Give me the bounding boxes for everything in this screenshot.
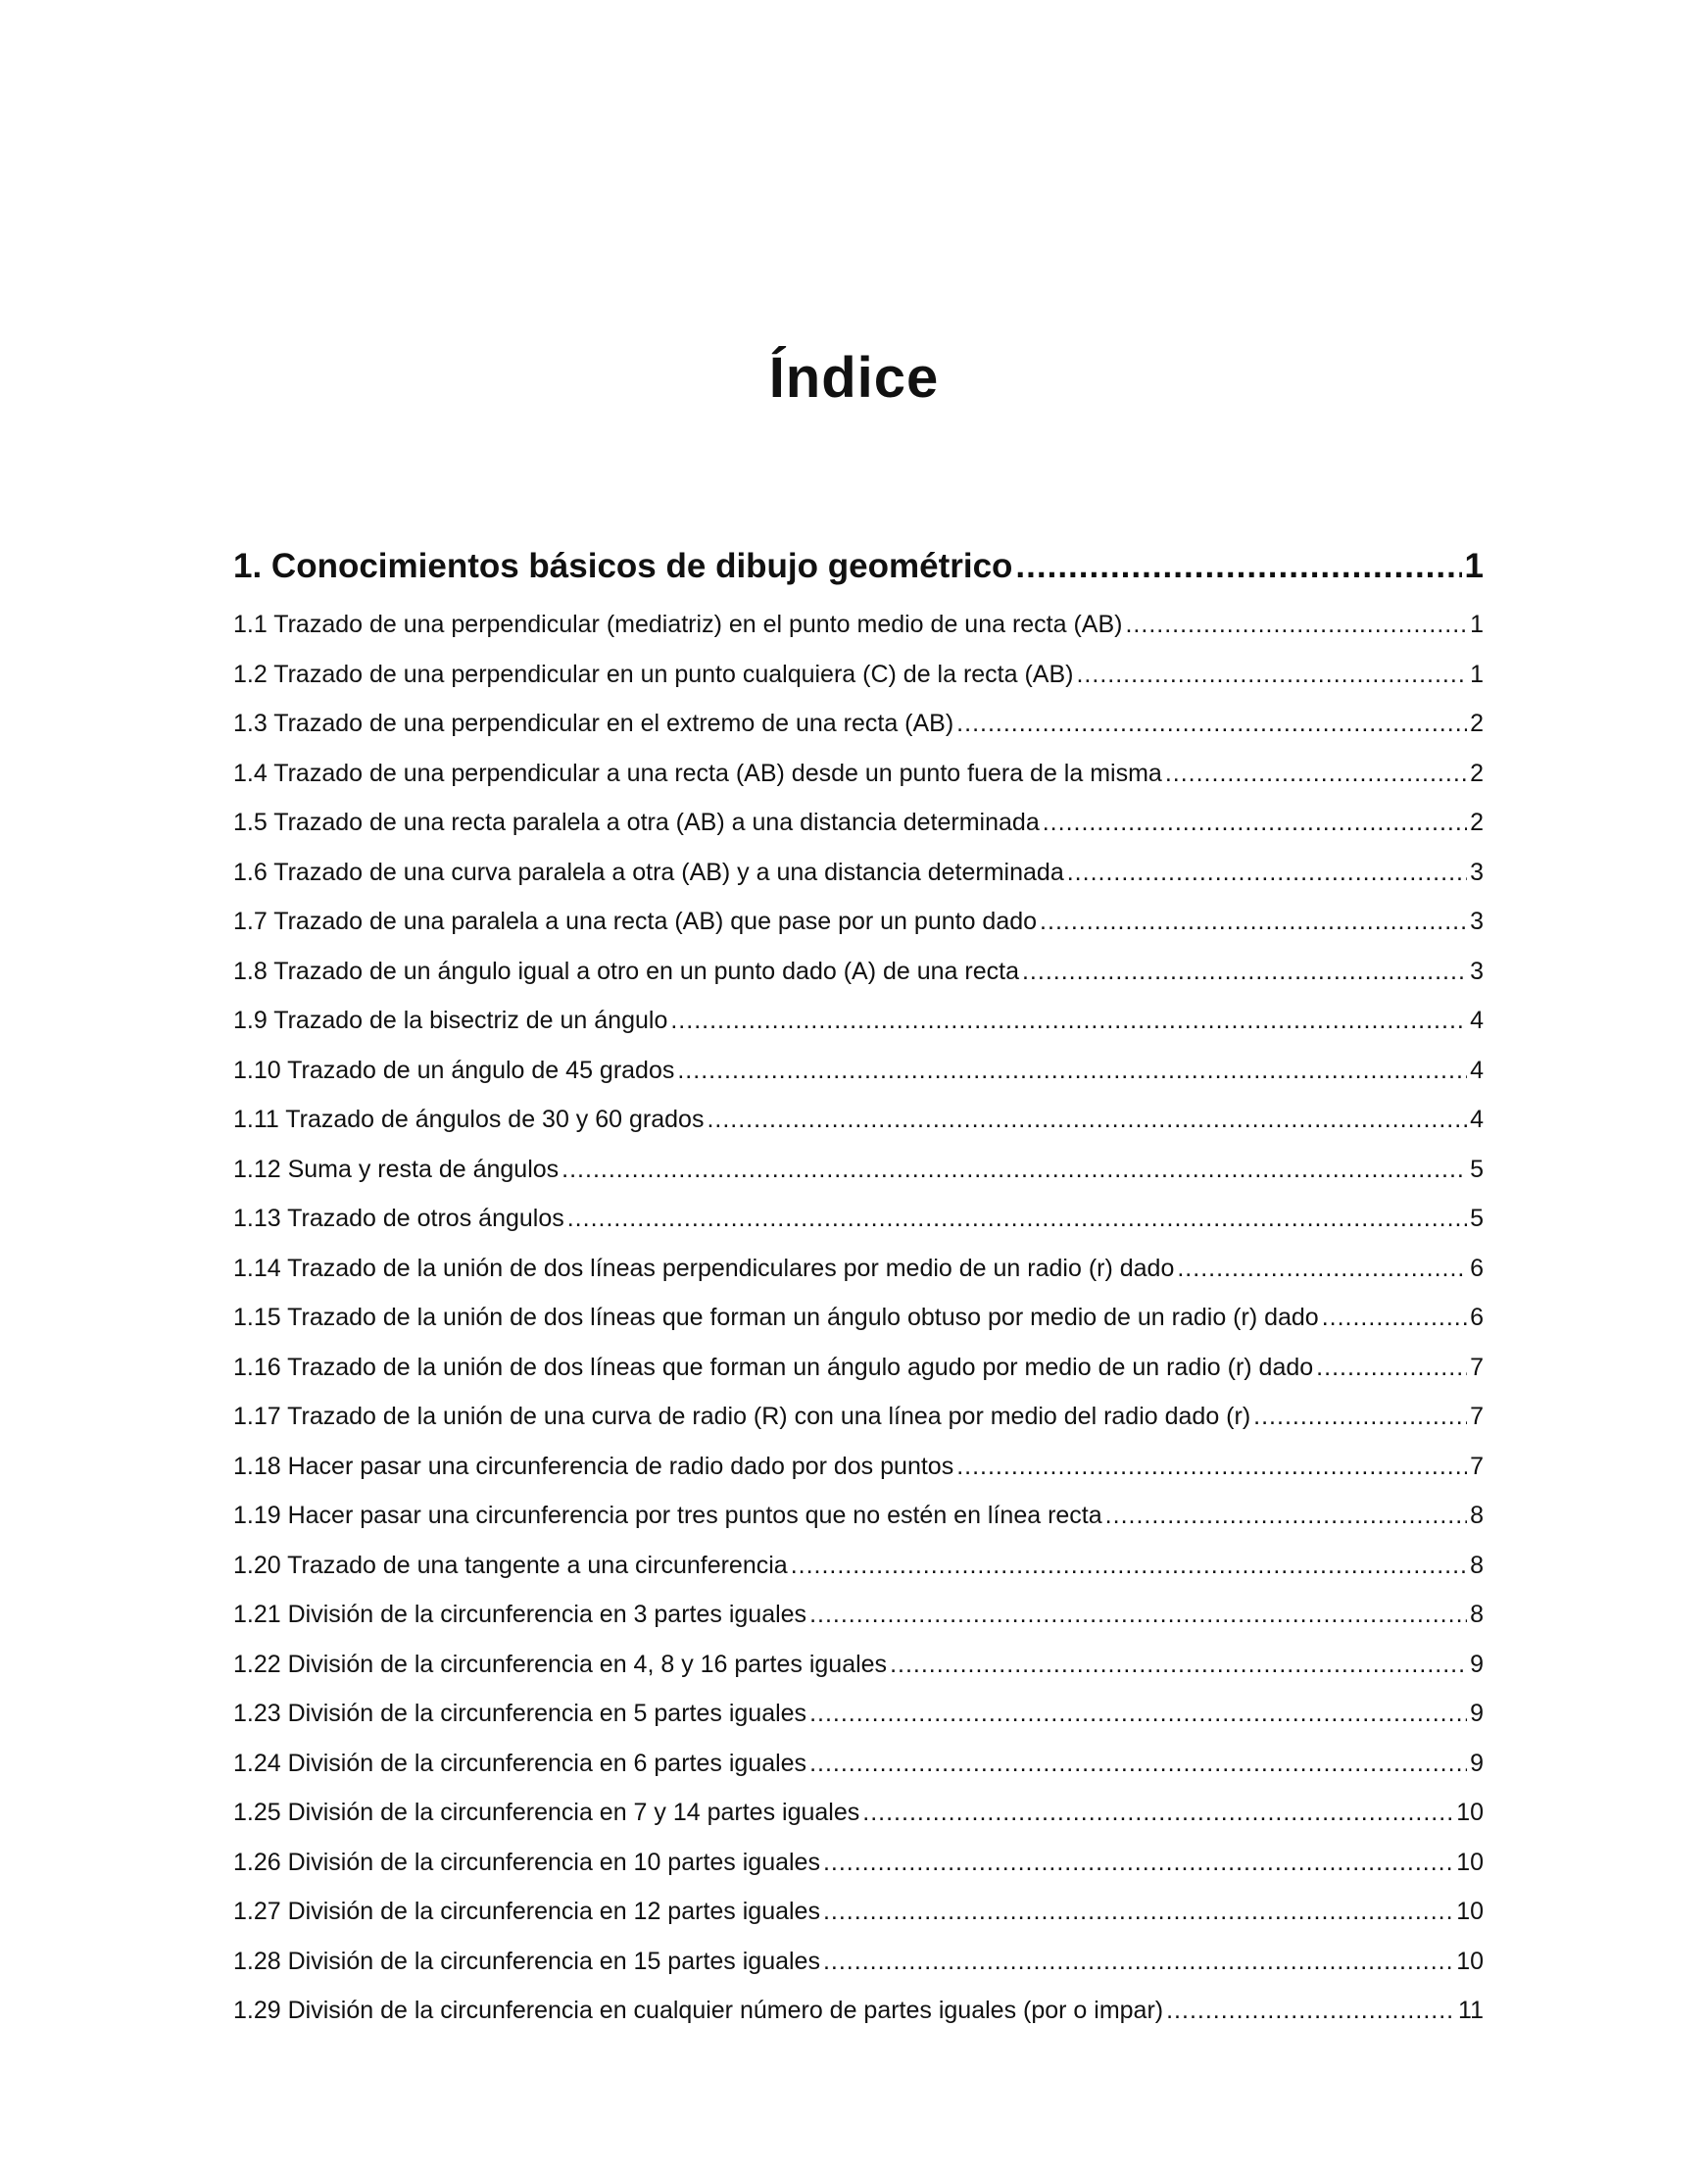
toc-entry-label: 1.22 División de la circunferencia en 4, 8 y 16 partes iguales — [233, 1650, 888, 1678]
toc-entry[interactable] — [233, 1145, 1484, 1195]
toc-dot-leader — [823, 1937, 1453, 1987]
toc-dot-leader — [1067, 848, 1467, 898]
toc-entry[interactable] — [233, 1788, 1484, 1838]
toc-entry-label: 1.25 División de la circunferencia en 7 y 14 partes iguales — [233, 1799, 860, 1826]
toc-entry-label: 1.5 Trazado de una recta paralela a otra (AB) a una distancia determinada — [233, 809, 1040, 836]
toc-entry[interactable] — [233, 1887, 1484, 1937]
toc-entry-page-number: 10 — [1456, 1947, 1484, 1975]
toc-entry-label: 1.4 Trazado de una perpendicular a una recta (AB) desde un punto fuera de la misma — [233, 759, 1162, 787]
toc-entry-page-number: 7 — [1470, 1452, 1484, 1480]
toc-entry-label: 1.2 Trazado de una perpendicular en un punto cualquiera (C) de la recta (AB) — [233, 660, 1074, 688]
toc-entry-page-number: 8 — [1470, 1601, 1484, 1628]
toc-entry-page-number: 9 — [1470, 1650, 1484, 1678]
toc-entry-label: 1.14 Trazado de la unión de dos líneas perpendiculares por medio de un radio (r) dado — [233, 1254, 1175, 1282]
toc-chapter-label: 1. Conocimientos básicos de dibujo geométrico — [233, 547, 1013, 585]
toc-entry-label: 1.17 Trazado de la unión de una curva de radio (R) con una línea por medio del radio dado (r) — [233, 1403, 1251, 1430]
toc-entry-page-number: 9 — [1470, 1700, 1484, 1727]
toc-entry-page-number: 2 — [1470, 710, 1484, 737]
toc-entry-page-number: 6 — [1470, 1254, 1484, 1282]
toc-entry-page-number: 8 — [1470, 1551, 1484, 1579]
toc-entry-label: 1.29 División de la circunferencia en cualquier número de partes iguales (por o impar) — [233, 1997, 1164, 2024]
toc-entry-label: 1.28 División de la circunferencia en 15 partes iguales — [233, 1947, 820, 1975]
toc-entry-page-number: 3 — [1470, 858, 1484, 886]
toc-entry[interactable] — [233, 1343, 1484, 1393]
toc-dot-leader — [1043, 798, 1467, 848]
toc-entry-label: 1.10 Trazado de un ángulo de 45 grados — [233, 1056, 675, 1084]
toc-entry[interactable] — [233, 749, 1484, 799]
toc-entry-page-number: 11 — [1458, 1997, 1484, 2024]
toc-dot-leader — [1165, 749, 1467, 799]
toc-entry[interactable] — [233, 1194, 1484, 1244]
toc-entry-page-number: 9 — [1470, 1749, 1484, 1777]
toc-dot-leader — [956, 699, 1467, 749]
toc-entry-page-number: 2 — [1470, 759, 1484, 787]
toc-entry[interactable] — [233, 1244, 1484, 1294]
toc-entry-page-number: 5 — [1470, 1205, 1484, 1232]
toc-entry-page-number: 7 — [1470, 1353, 1484, 1381]
toc-entry-label: 1.19 Hacer pasar una circunferencia por tres puntos que no estén en línea recta — [233, 1502, 1102, 1529]
toc-entry[interactable] — [233, 798, 1484, 848]
toc-entry-label: 1.24 División de la circunferencia en 6 partes iguales — [233, 1749, 807, 1777]
toc-entry-label: 1.23 División de la circunferencia en 5 partes iguales — [233, 1700, 807, 1727]
toc-entry-page-number: 5 — [1470, 1155, 1484, 1183]
toc-entry-label: 1.20 Trazado de una tangente a una circunferencia — [233, 1551, 788, 1579]
toc-dot-leader — [809, 1689, 1467, 1739]
toc-entry-page-number: 7 — [1470, 1403, 1484, 1430]
toc-dot-leader — [809, 1739, 1467, 1789]
toc-entry-page-number: 10 — [1456, 1898, 1484, 1925]
toc-entry-label: 1.6 Trazado de una curva paralela a otra (AB) y a una distancia determinada — [233, 858, 1064, 886]
toc-dot-leader — [670, 996, 1467, 1046]
toc-entry-label: 1.12 Suma y resta de ángulos — [233, 1155, 560, 1183]
toc-entry-label: 1.26 División de la circunferencia en 10 partes iguales — [233, 1848, 820, 1876]
toc-entry-label: 1.21 División de la circunferencia en 3 partes iguales — [233, 1601, 807, 1628]
toc-entry-label: 1.27 División de la circunferencia en 12 partes iguales — [233, 1898, 820, 1925]
toc-dot-leader — [956, 1442, 1467, 1492]
toc-dot-leader — [677, 1046, 1467, 1096]
toc-entry-label: 1.13 Trazado de otros ángulos — [233, 1205, 564, 1232]
toc-dot-leader — [567, 1194, 1467, 1244]
toc-entry[interactable] — [233, 1046, 1484, 1096]
toc-entry-page-number: 6 — [1470, 1304, 1484, 1331]
toc-entry-label: 1.7 Trazado de una paralela a una recta (AB) que pase por un punto dado — [233, 908, 1038, 935]
toc-entry[interactable] — [233, 1590, 1484, 1640]
toc-dot-leader — [823, 1838, 1453, 1888]
toc-entry[interactable] — [233, 650, 1484, 700]
toc-entry-page-number: 3 — [1470, 908, 1484, 935]
toc-dot-leader — [1253, 1392, 1467, 1442]
toc-entry-list — [233, 600, 1484, 2036]
toc-entry[interactable] — [233, 1739, 1484, 1789]
toc-entry[interactable] — [233, 1442, 1484, 1492]
toc-dot-leader — [1040, 897, 1467, 947]
toc-dot-leader — [1125, 600, 1467, 650]
toc-dot-leader — [1166, 1986, 1455, 2036]
toc-dot-leader — [1177, 1244, 1467, 1294]
toc-dot-leader — [890, 1640, 1467, 1690]
toc-entry-label: 1.16 Trazado de la unión de dos líneas que forman un ángulo agudo por medio de un radio (r) dado — [233, 1353, 1314, 1381]
toc-dot-leader — [1322, 1293, 1467, 1343]
toc-dot-leader — [1015, 542, 1461, 591]
toc-entry-page-number: 8 — [1470, 1502, 1484, 1529]
toc-entry-label: 1.18 Hacer pasar una circunferencia de radio dado por dos puntos — [233, 1452, 954, 1480]
toc-dot-leader — [561, 1145, 1467, 1195]
toc-dot-leader — [1105, 1491, 1467, 1541]
toc-entry[interactable] — [233, 600, 1484, 650]
toc-chapter-page-number: 1 — [1464, 547, 1484, 585]
toc-entry[interactable] — [233, 1986, 1484, 2036]
toc-entry[interactable] — [233, 1392, 1484, 1442]
toc-entry-page-number: 1 — [1470, 660, 1484, 688]
toc-entry-page-number: 4 — [1470, 1106, 1484, 1133]
toc-entry-page-number: 1 — [1470, 611, 1484, 638]
toc-entry[interactable] — [233, 897, 1484, 947]
table-of-contents — [233, 542, 1484, 2036]
toc-entry-page-number: 10 — [1456, 1848, 1484, 1876]
toc-entry-label: 1.1 Trazado de una perpendicular (mediatriz) en el punto medio de una recta (AB) — [233, 611, 1123, 638]
toc-entry-page-number: 10 — [1456, 1799, 1484, 1826]
toc-dot-leader — [1022, 947, 1467, 997]
toc-entry[interactable] — [233, 1541, 1484, 1591]
toc-chapter-entry[interactable] — [233, 542, 1484, 591]
toc-entry[interactable] — [233, 1640, 1484, 1690]
toc-entry[interactable] — [233, 1095, 1484, 1145]
toc-entry[interactable] — [233, 1937, 1484, 1987]
toc-entry-label: 1.11 Trazado de ángulos de 30 y 60 grados — [233, 1106, 705, 1133]
toc-entry[interactable] — [233, 947, 1484, 997]
toc-dot-leader — [862, 1788, 1453, 1838]
toc-dot-leader — [809, 1590, 1467, 1640]
toc-entry-label: 1.9 Trazado de la bisectriz de un ángulo — [233, 1007, 668, 1034]
toc-entry-label: 1.3 Trazado de una perpendicular en el extremo de una recta (AB) — [233, 710, 954, 737]
toc-entry[interactable] — [233, 848, 1484, 898]
toc-entry[interactable] — [233, 996, 1484, 1046]
toc-entry-label: 1.8 Trazado de un ángulo igual a otro en un punto dado (A) de una recta — [233, 957, 1019, 985]
toc-entry[interactable] — [233, 1689, 1484, 1739]
toc-dot-leader — [707, 1095, 1467, 1145]
toc-entry[interactable] — [233, 699, 1484, 749]
toc-entry-label: 1.15 Trazado de la unión de dos líneas que forman un ángulo obtuso por medio de un radio (r) dado — [233, 1304, 1319, 1331]
page-title: Índice — [768, 346, 940, 410]
toc-dot-leader — [791, 1541, 1467, 1591]
toc-entry-page-number: 4 — [1470, 1007, 1484, 1034]
toc-dot-leader — [823, 1887, 1453, 1937]
toc-dot-leader — [1316, 1343, 1467, 1393]
toc-entry-page-number: 2 — [1470, 809, 1484, 836]
toc-entry[interactable] — [233, 1293, 1484, 1343]
toc-entry-page-number: 4 — [1470, 1056, 1484, 1084]
toc-entry-page-number: 3 — [1470, 957, 1484, 985]
toc-entry[interactable] — [233, 1491, 1484, 1541]
toc-dot-leader — [1076, 650, 1467, 700]
toc-entry[interactable] — [233, 1838, 1484, 1888]
